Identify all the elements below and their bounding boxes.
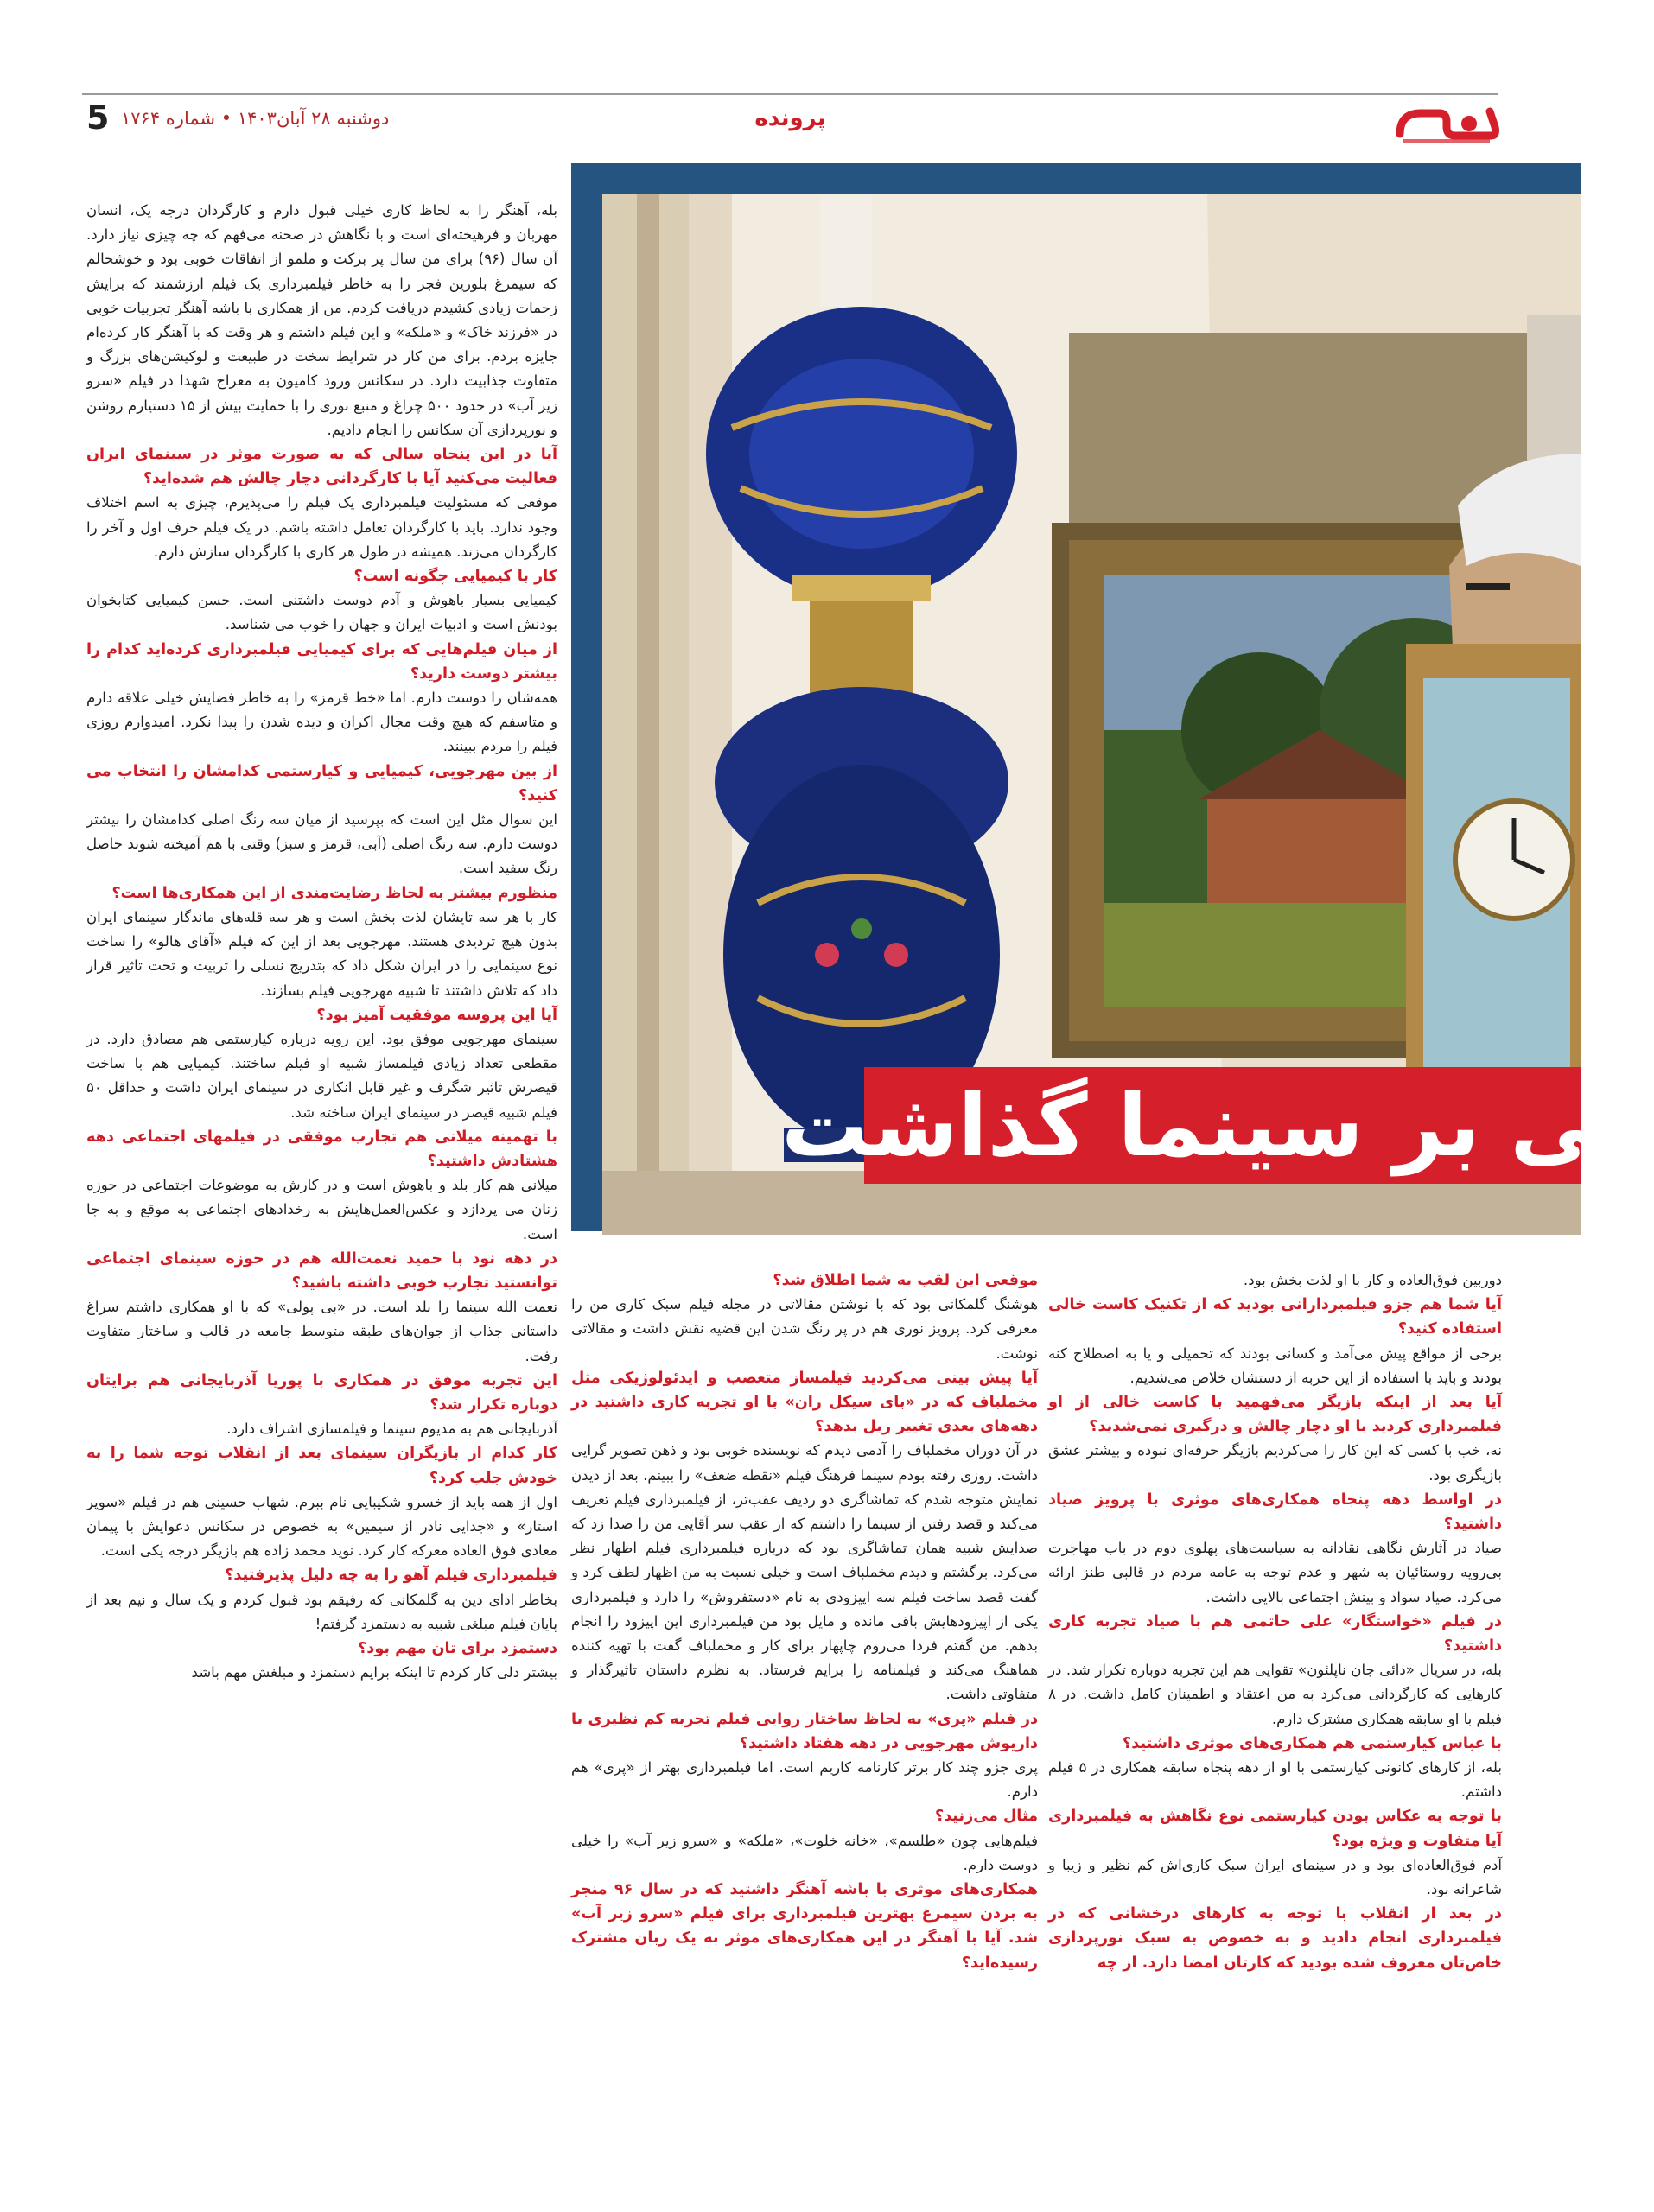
question-paragraph: با عباس کیارستمی هم همکاری‌های موثری داشتید؟: [1123, 1734, 1502, 1752]
question-paragraph: فیلمبرداری فیلم آهو را به چه دلیل پذیرفتید؟: [225, 1567, 557, 1585]
question-paragraph: در دهه نود با حمید نعمت‌الله هم در حوزه سینمای اجتماعی توانستید تجارب خوبی داشته باشید؟: [86, 1249, 557, 1292]
answer-paragraph: کیمیایی بسیار باهوش و آدم دوست داشتنی است. حسن کیمیایی کتابخوان بودنش است و ادبیات ایران و جهان را خوب می شناسد.: [86, 592, 557, 633]
question-paragraph: در فیلم «پری» به لحاظ ساختار روایی فیلم تجربه کم نظیری با داریوش مهرجویی در دهه هفتاد داشتید؟: [571, 1710, 1038, 1752]
answer-paragraph: اول از همه باید از خسرو شکیبایی نام ببرم. شهاب حسینی هم در فیلم «سوپر استار» و «جدایی نادر از سیمین» به خصوص در سکانس دعوایش با پیمان معادی فوق العاده معرکه کار کرد. نوید محمد زاده هم بازیگر درجه یکی است.: [86, 1493, 557, 1560]
question-paragraph: مثال می‌زنید؟: [934, 1808, 1038, 1826]
issue-date-number: دوشنبه ۲۸ آبان۱۴۰۳ • شماره ۱۷۶۴: [121, 108, 390, 129]
question-paragraph: دستمزد برای تان مهم بود؟: [358, 1639, 557, 1657]
answer-paragraph: نه، خب با کسی که این کار را می‌کردیم بازیگر حرفه‌ای نبوده و بیشتر عشق بازیگری بود.: [1048, 1442, 1502, 1484]
question-paragraph: کار کدام از بازیگران سینمای بعد از انقلاب توجه شما را به خودش جلب کرد؟: [86, 1445, 557, 1487]
column-right: [1048, 1268, 1502, 2121]
masthead-rule: [82, 93, 1498, 95]
question-paragraph: با توجه به عکاس بودن کیارستمی نوع نگاهش به فیلمبرداری آیا متفاوت و ویژه بود؟: [1048, 1808, 1502, 1850]
question-paragraph: آیا پیش بینی می‌کردید فیلمساز متعصب و ایدئولوژیکی مثل مخملباف که در «بای سیکل ران» با او تجربه کاری داشتید در دهه‌های بعدی تغییر ریل بدهد؟: [571, 1369, 1038, 1436]
question-paragraph: آیا شما هم جزو فیلمبردارانی بودید که از تکنیک کاست خالی استفاده کنید؟: [1048, 1296, 1502, 1338]
section-label: پرونده: [754, 105, 826, 131]
question-paragraph: در فیلم «خواستگار» علی حاتمی هم با صیاد تجربه کاری داشتید؟: [1048, 1612, 1502, 1656]
answer-paragraph: پری جزو چند کار برتر کارنامه کاریم است. اما فیلمبرداری بهتر از «پری» هم دارم.: [571, 1759, 1038, 1801]
answer-paragraph: فیلم‌هایی چون «طلسم»، «خانه خلوت»، «ملکه» و «سرو زیر آب» را خیلی دوست دارم.: [571, 1832, 1038, 1873]
question-paragraph: این تجربه موفق در همکاری با پوریا آذربایجانی هم برایتان دوباره تکرار شد؟: [86, 1371, 557, 1414]
question-paragraph: در اواسط دهه پنجاه همکاری‌های موثری با پرویز صیاد داشتید؟: [1048, 1491, 1502, 1534]
answer-paragraph: بله، در سریال «دائی جان ناپلئون» تقوایی هم این تجربه دوباره تکرار شد. در کارهایی که کارگردانی می‌کرد به من اعتقاد و اطمینان کامل داشت. در ۸ فیلم با او سابقه همکاری مشترک دارم.: [1048, 1662, 1502, 1727]
answer-paragraph: آذربایجانی هم به مدیوم سینما و فیلمسازی اشراف دارد.: [226, 1421, 557, 1438]
answer-paragraph: هوشنگ گلمکانی بود که با نوشتن مقالاتی در مجله فیلم سبک کاری من را معرفی کرد. پرویز نوری هم در پر رنگ شدن این قضیه نقش داشت و مقالاتی نوشت.: [571, 1296, 1038, 1362]
answer-paragraph: آدم فوق‌العاده‌ای بود و در سینمای ایران سبک کاری‌اش کم نظیر و زیبا و شاعرانه بود.: [1048, 1856, 1502, 1898]
answer-paragraph: صیاد در آثارش نگاهی نقادانه به سیاست‌های پهلوی دوم در باب مهاجرت بی‌رویه روستائیان به شهر و عدم توجه به عامه مردم در قالبی طنز ارائه می‌کرد. صیاد سواد و بینش اجتماعی بالایی داشت.: [1048, 1540, 1502, 1605]
question-paragraph: منظورم بیشتر به لحاظ رضایت‌مندی از این همکاری‌ها است؟: [111, 884, 557, 902]
answer-paragraph: نعمت الله سینما را بلد است. در «بی پولی» که با او همکاری داشتم سراغ داستانی جذاب از جوان‌های طبقه متوسط جامعه در قالب و ساختار متفاوت رفت.: [86, 1299, 557, 1364]
answer-paragraph: بله، آهنگر را به لحاظ کاری خیلی قبول دارم و کارگردان درجه یک، انسان مهربان و فرهیخته‌ای است و با نگاهش در صحنه می‌فهم که چه چیزی نیاز دارد. آن سال (۹۶) برای من سال پر برکت و ملمو از اتفاقات خوبی بود و خوشحالم که سیمرغ بلورین فجر را به خاطر فیلمبرداری یک فیلم ارزشمند که برایش زحمات زیادی کشیدم دریافت کردم. من از همکاری با باشه آهنگر تجربیات خوبی در «فرزند خاک» و «ملکه» و این فیلم داشتم و هر وقت که با آهنگر کار کرده‌ام جایزه بردم. برای من کار در شرایط سخت در طبیعت و لوکیشن‌های بزرگ و متفاوت جذابیت دارد. در سکانس ورود کامیون به معراج شهدا در فیلم «سرو زیر آب» در حدود ۵۰۰ چراغ و منبع نوری را با حمایت بیش از ۱۵ دستیارم روشن و نورپردازی آن سکانس را انجام دادیم.: [86, 202, 558, 438]
answer-paragraph: بله، از کارهای کانونی کیارستمی با او از دهه پنجاه سابقه همکاری در ۵ فیلم داشتم.: [1048, 1759, 1502, 1801]
answer-paragraph: میلانی هم کار بلد و باهوش است و در کارش به موضوعات اجتماعی در حوزه زنان می پردازد و عکس‌العمل‌هایش به رخدادهای اجتماعی به موقع و به جا است.: [86, 1177, 557, 1243]
answer-paragraph: موقعی که مسئولیت فیلمبرداری یک فیلم را می‌پذیرم، چیزی به اسم اختلاف وجود ندارد. باید با کارگردان تعامل داشته باشم. در یک فیلم حرف اول و آخر را کارگردان می‌زند. همیشه در طول هر کاری با کارگردان سازش دارم.: [86, 494, 557, 560]
answer-paragraph: بخاطر ادای دین به گلمکانی که رفیقم بود قبول کردم و یک سال و نیم بعد از پایان فیلم مبلغی شبیه به دستمزد گرفتم!: [86, 1591, 557, 1632]
answer-paragraph: در آن دوران مخملباف را آدمی دیدم که نویسنده خوبی بود و ذهن تصویر گرایی داشت. روزی رفته بودم سینما فرهنگ فیلم «نقطه ضعف» را ببینم. بعد از دیدن نمایش متوجه شدم که تماشاگری دو ردیف عقب‌تر، از فیلمبرداری فیلم تعریف می‌کند و قصد رفتن از سینما را داشتم که از عقب سر آقایی من را صدا زد که صدایش شبیه همان تماشاگری بود که درباره فیلمبرداری فیلم اظهار نظر می‌کرد. برگشتم و دیدم مخملباف است و خیلی نسبت به من اظهار لطف کرد و گفت قصد ساخت فیلم سه اپیزودی به نام «دستفروش» را دارد و فیلمبرداری یکی از اپیزودهایش باقی مانده و مایل بود من فیلمبرداری این اپیزود را انجام بدهم. من گفتم فردا می‌روم چاپهار برای کار و مخملباف گفت با تهیه کننده هماهنگ می‌کند و فیلمنامه را برایم فرستاد. به نظرم داستان تاثیرگذار و متفاوتی داشت.: [571, 1442, 1038, 1703]
question-paragraph: همکاری‌های موثری با باشه آهنگر داشتید که در سال ۹۶ منجر به بردن سیمرغ بهترین فیلمبرداری برای فیلم «سرو زیر آب» شد. آیا با آهنگر در این همکاری‌های موثر به یک زبان مشترک رسیده‌اید؟: [571, 1881, 1039, 1972]
question-paragraph: از بین مهرجویی، کیمیایی و کیارستمی کدامشان را انتخاب می کنید؟: [86, 762, 557, 804]
question-paragraph: آیا در این پنجاه سالی که به صورت موثر در سینمای ایران فعالیت می‌کنید آیا با کارگردانی دچار چالش هم شده‌اید؟: [86, 446, 557, 488]
question-paragraph: با تهمینه میلانی هم تجارب موفقی در فیلمهای اجتماعی دهه هشتادش داشتید؟: [86, 1128, 557, 1170]
headline-text: فی بر سینما گذاشت: [781, 1075, 1654, 1176]
question-paragraph: موقعی این لقب به شما اطلاق شد؟: [773, 1272, 1038, 1289]
answer-paragraph: برخی از مواقع پیش می‌آمد و کسانی بودند که تحمیلی و یا به اصطلاح کنه بودند و باید با استفاده از این حربه از دستشان خلاص می‌شدیم.: [1048, 1344, 1502, 1386]
answer-paragraph: دوربین فوق‌العاده و کار با او لذت بخش بود.: [1243, 1272, 1502, 1288]
column-middle: [571, 1268, 1038, 2121]
page-number: 5: [86, 99, 110, 137]
question-paragraph: کار با کیمیایی چگونه است؟: [353, 568, 557, 586]
answer-paragraph: بیشتر دلی کار کردم تا اینکه برایم دستمزد و مبلغش مهم باشد: [191, 1664, 557, 1681]
question-paragraph: از میان فیلم‌هایی که برای کیمیایی فیلمبرداری کرده‌اید کدام را بیشتر دوست دارید؟: [86, 640, 557, 683]
answer-paragraph: سینمای مهرجویی موفق بود. این رویه درباره کیارستمی هم مصادق دارد. در مقطعی تعداد زیادی فیلمساز شبیه او فیلم ساختند. کیمیایی هم با ساخت قیصرش تاثیر شگرف و غیر قابل انکاری در سینمای ایران داشت و حداقل ۵۰ فیلم شبیه قیصر در سینمای ایران ساخته شد.: [86, 1030, 557, 1121]
answer-paragraph: همه‌شان را دوست دارم. اما «خط قرمز» را به خاطر فضایش خیلی علاقه دارم و متاسفم که هیچ وقت مجال اکران و دیده شدن را پیدا نکرد. امیدوارم روزی فیلم را مردم ببینند.: [86, 690, 557, 755]
question-paragraph: آیا بعد از اینکه بازیگر می‌فهمید با کاست خالی از او فیلمبرداری کردید با او دچار چالش و درگیری نمی‌شدید؟: [1048, 1394, 1502, 1436]
masthead: [0, 0, 1581, 164]
headline-banner: [781, 1067, 1654, 1184]
column-left: [86, 199, 557, 2121]
answer-paragraph: کار با هر سه تایشان لذت بخش است و هر سه قله‌های ماندگار سینمای ایران بدون هیچ تردیدی هستند. مهرجویی بعد از این که فیلم «آقای هالو» را ساخت نوع سینمایی را در ایران شکل داد که بتدریج نسلی را تربیت و تحت تاثیر قرار داد که تلاش داشتند تا شبیه مهرجویی فیلم بسازند.: [86, 908, 557, 999]
question-paragraph: در بعد از انقلاب با توجه به کارهای درخشانی که در فیلمبرداری انجام دادید و به خصوص به سبک نورپردازی خاص‌تان معروف شده بودید که کارتان امضا دارد. از چه: [1048, 1905, 1502, 1972]
answer-paragraph: این سوال مثل این است که بپرسید از میان سه رنگ اصلی کدامشان را بیشتر دوست دارم. سه رنگ اصلی (آبی، قرمز و سبز) وقتی با هم آمیخته شوند حاصل رنگ سفید است.: [86, 811, 557, 877]
question-paragraph: آیا این پروسه موفقیت آمیز بود؟: [316, 1006, 557, 1024]
